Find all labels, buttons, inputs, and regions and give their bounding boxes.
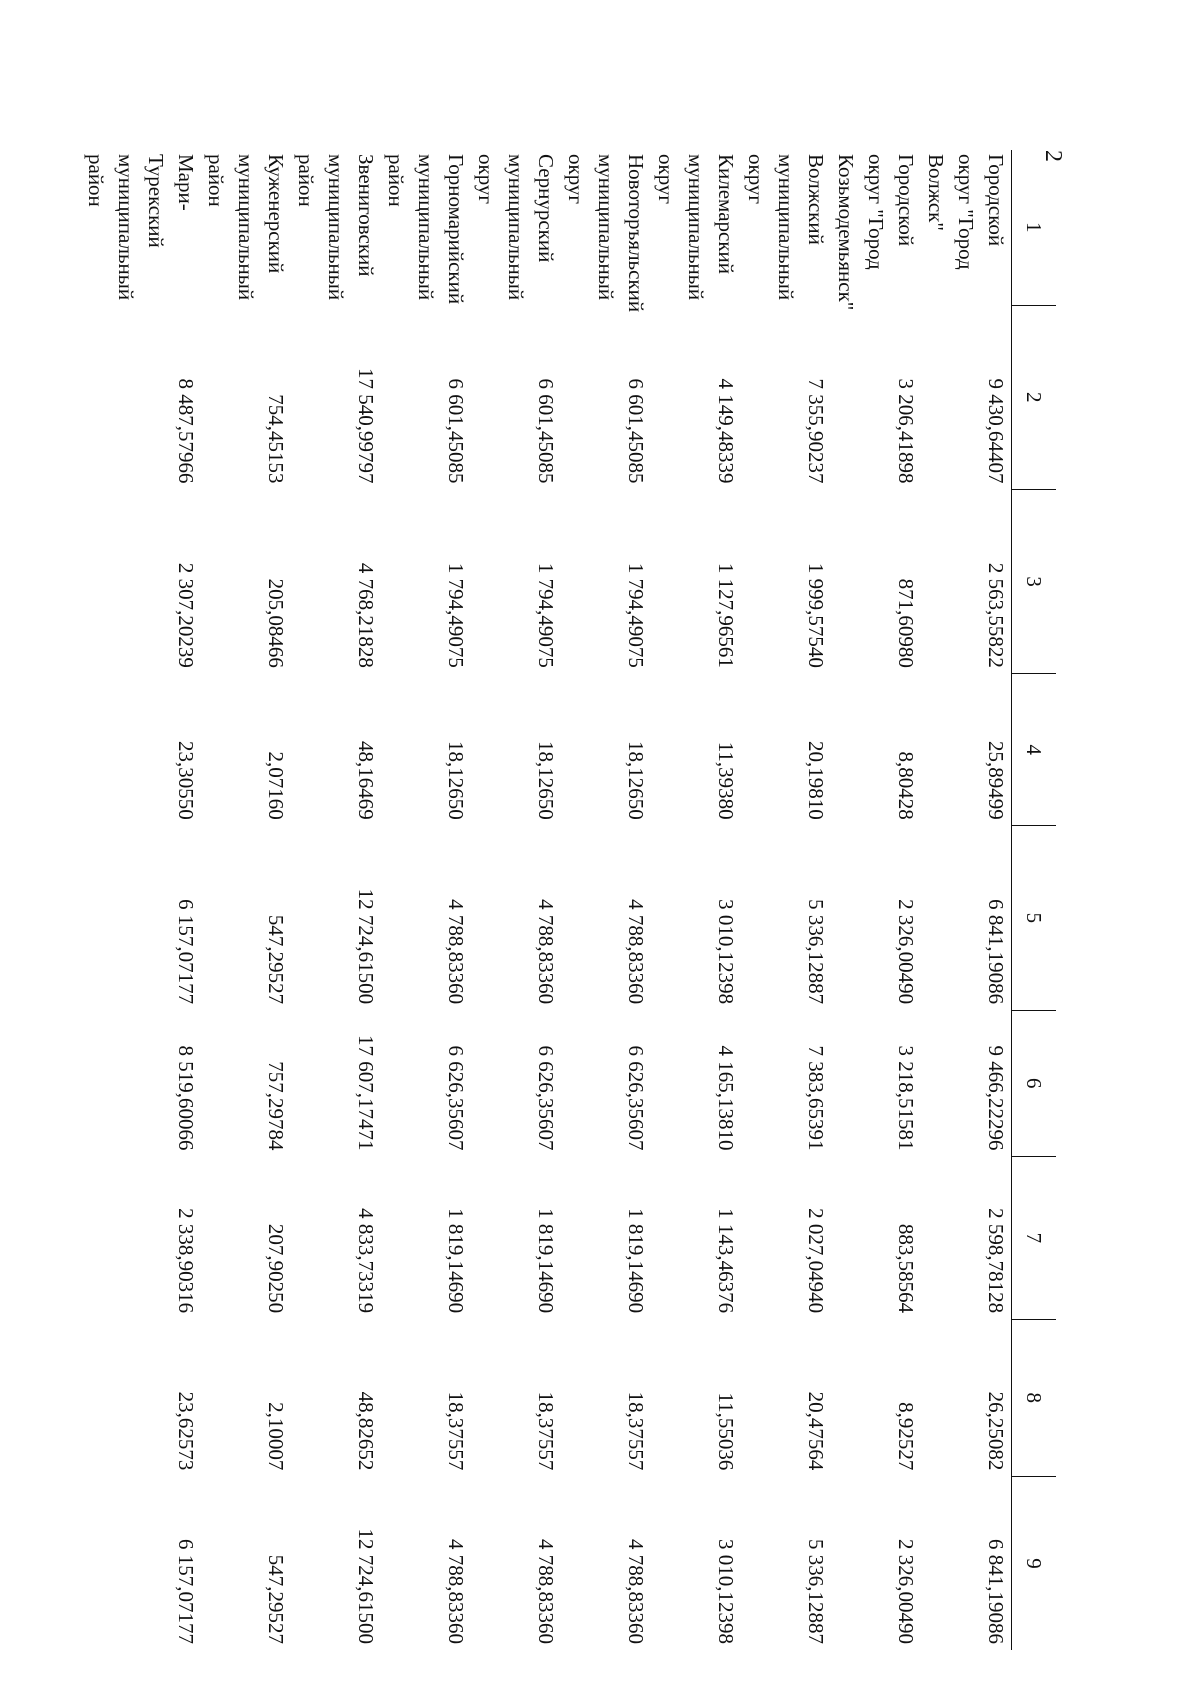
table-row [201,150,291,1650]
table-row [831,150,921,1650]
value-cell: 6 626,35607 [444,1045,468,1151]
value-cell: 2 563,55822 [984,562,1008,668]
value-cell: 48,82652 [354,1391,378,1471]
value-cell: 2,10007 [264,1402,288,1471]
value-cell: 4 165,13810 [714,1045,738,1151]
value-cell: 3 010,12398 [714,1539,738,1644]
header-row [1012,150,1057,1650]
value-cell: 23,62573 [174,1391,198,1471]
value-cell: 12 724,61500 [354,1528,378,1644]
value-cell: 1 794,49075 [444,562,468,668]
value-cell: 757,29784 [264,1061,288,1151]
column-header: 2 [1012,305,1057,489]
value-cell: 207,90250 [264,1223,288,1314]
value-cell: 18,37557 [534,1391,558,1471]
table-row [921,150,1012,1650]
value-cell: 6 841,19086 [984,1539,1008,1644]
value-cell: 1 819,14690 [444,1208,468,1314]
column-header: 9 [1012,1476,1057,1650]
value-cell: 6 841,19086 [984,899,1008,1005]
value-cell: 4 788,83360 [624,899,648,1005]
value-cell: 1 794,49075 [624,562,648,668]
column-header: 1 [1012,150,1057,305]
rotated-table-container [81,150,1056,1650]
table-row [291,150,381,1650]
value-cell: 2 326,00490 [894,1539,918,1644]
value-cell: 4 788,83360 [534,899,558,1005]
value-cell: 8,80428 [894,751,918,820]
value-cell: 205,08466 [264,578,288,668]
value-cell: 3 218,51581 [894,1045,918,1151]
value-cell: 3 010,12398 [714,899,738,1005]
value-cell: 6 157,07177 [174,899,198,1005]
value-cell: 18,37557 [624,1391,648,1471]
row-name-cell: Городской округ "Город Волжск" [924,154,1008,270]
value-cell: 18,12650 [534,740,558,820]
value-cell: 2 326,00490 [894,899,918,1005]
row-name-cell: Сернурский муниципальный округ [474,154,558,301]
value-cell: 1 127,96561 [714,562,738,668]
value-cell: 1 794,49075 [534,562,558,668]
value-cell: 11,55036 [714,1392,738,1471]
value-cell: 18,12650 [444,740,468,820]
value-cell: 7 383,65391 [804,1045,828,1151]
value-cell: 871,60980 [894,578,918,668]
value-cell: 26,25082 [984,1391,1008,1471]
row-name-cell: Килемарский муниципальный округ [654,154,738,301]
value-cell: 3 206,41898 [894,378,918,484]
table-row [561,150,651,1650]
value-cell: 883,58564 [894,1223,918,1314]
value-cell: 7 355,90237 [804,378,828,484]
column-header: 7 [1012,1156,1057,1319]
row-name-cell: Волжский муниципальный округ [744,154,828,301]
value-cell: 17 607,17471 [354,1034,378,1151]
value-cell: 547,29527 [264,1554,288,1644]
value-cell: 9 430,64407 [984,378,1008,484]
data-table [81,150,1056,1650]
value-cell: 2 307,20239 [174,562,198,668]
value-cell: 6 626,35607 [534,1045,558,1151]
column-header: 5 [1012,826,1057,1010]
value-cell: 1 819,14690 [534,1208,558,1314]
value-cell: 6 601,45085 [444,378,468,484]
value-cell: 6 601,45085 [534,378,558,484]
table-row [381,150,471,1650]
value-cell: 20,47564 [804,1391,828,1471]
value-cell: 1 999,57540 [804,562,828,668]
value-cell: 5 336,12887 [804,1539,828,1644]
value-cell: 5 336,12887 [804,899,828,1005]
table-row [471,150,561,1650]
column-header: 8 [1012,1319,1057,1476]
column-header: 3 [1012,489,1057,673]
column-header: 4 [1012,674,1057,826]
table-row [651,150,741,1650]
value-cell: 1 143,46376 [714,1208,738,1314]
value-cell: 8 519,60066 [174,1045,198,1151]
table-row [741,150,831,1650]
row-name-cell: Городской округ "Город Козьмодемьянск" [834,154,918,311]
value-cell: 48,16469 [354,740,378,820]
value-cell: 6 157,07177 [174,1539,198,1644]
value-cell: 20,19810 [804,740,828,820]
value-cell: 4 788,83360 [444,1539,468,1644]
value-cell: 4 788,83360 [534,1539,558,1644]
value-cell: 23,30550 [174,740,198,820]
value-cell: 6 601,45085 [624,378,648,484]
value-cell: 2 027,04940 [804,1208,828,1314]
value-cell: 2,07160 [264,751,288,820]
value-cell: 754,45153 [264,394,288,484]
value-cell: 9 466,22296 [984,1045,1008,1151]
value-cell: 4 149,48339 [714,378,738,484]
page-number: 2 [1040,150,1066,162]
value-cell: 4 768,21828 [354,562,378,668]
row-name-cell: Мари-Турекский муниципальный район [84,154,198,301]
value-cell: 4 833,73319 [354,1208,378,1314]
value-cell: 8,92527 [894,1402,918,1471]
value-cell: 11,39380 [714,741,738,820]
value-cell: 25,89499 [984,740,1008,820]
value-cell: 547,29527 [264,914,288,1005]
column-header: 6 [1012,1010,1057,1156]
value-cell: 4 788,83360 [624,1539,648,1644]
value-cell: 12 724,61500 [354,888,378,1005]
value-cell: 2 338,90316 [174,1208,198,1314]
row-name-cell: Горномарийский муниципальный район [384,154,468,305]
row-name-cell: Звениговский муниципальный район [294,154,378,301]
row-name-cell: Новоторъяльский муниципальный округ [564,154,648,313]
table-row [81,150,201,1650]
value-cell: 8 487,57966 [174,378,198,484]
value-cell: 4 788,83360 [444,899,468,1005]
value-cell: 17 540,99797 [354,367,378,484]
value-cell: 18,12650 [624,740,648,820]
value-cell: 2 598,78128 [984,1208,1008,1314]
value-cell: 18,37557 [444,1391,468,1471]
value-cell: 6 626,35607 [624,1045,648,1151]
value-cell: 1 819,14690 [624,1208,648,1314]
row-name-cell: Куженерский муниципальный район [204,154,288,301]
